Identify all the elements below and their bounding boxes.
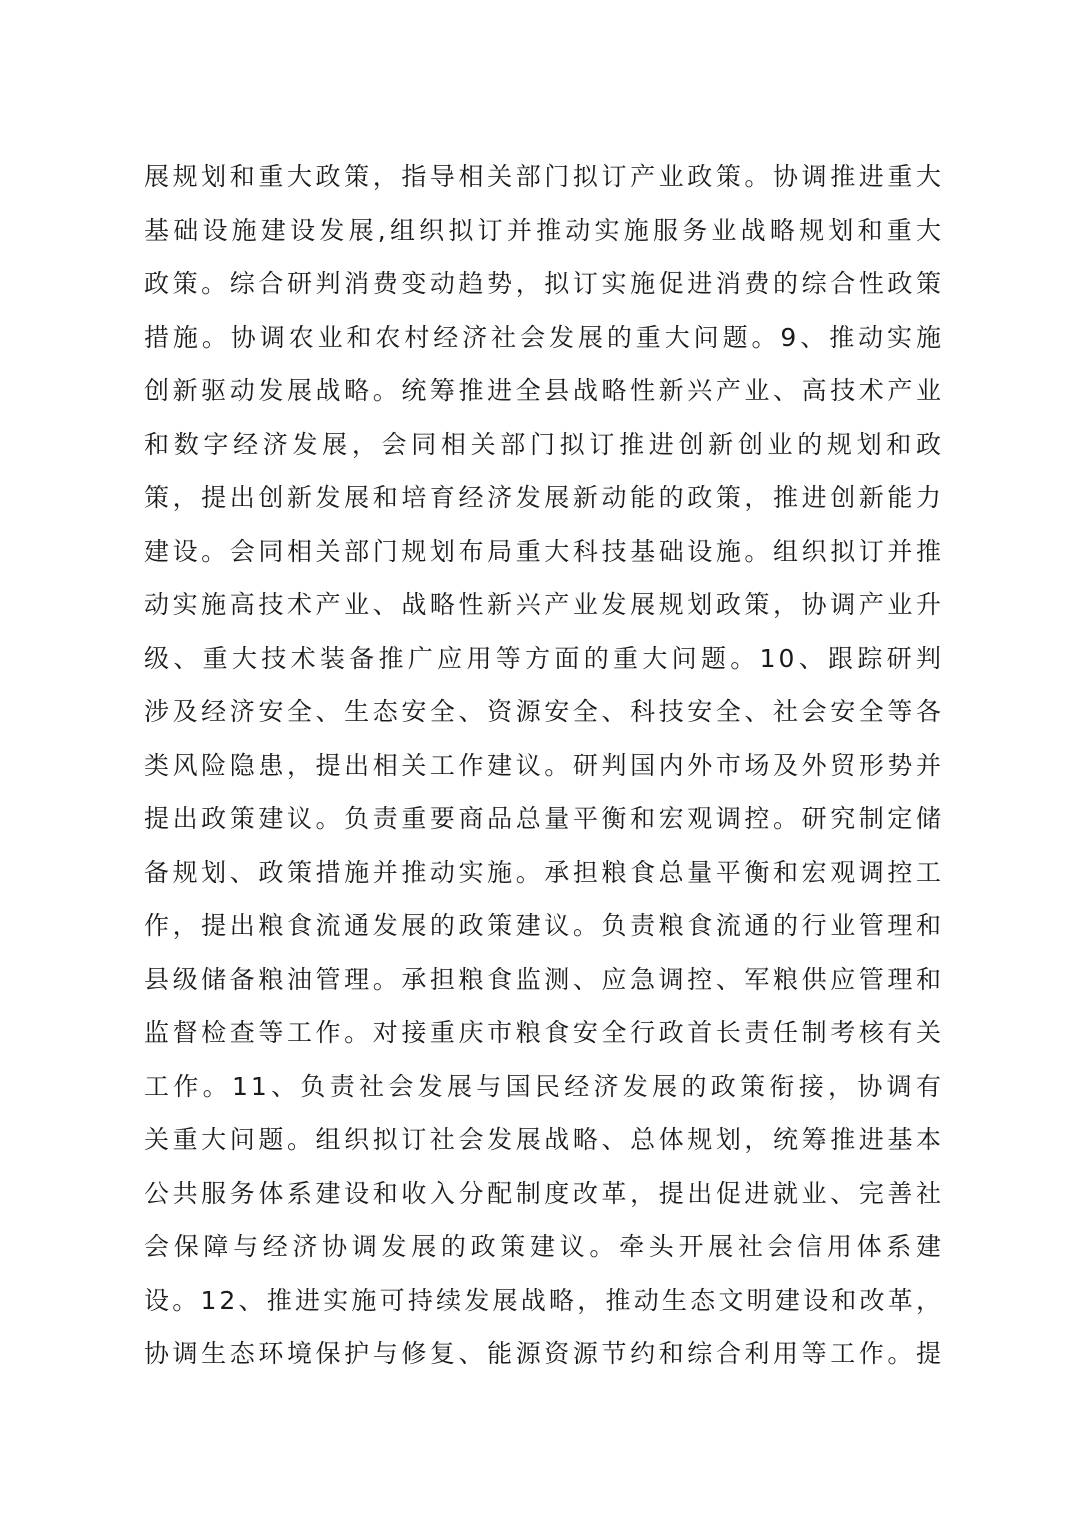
text-line: 备规划、政策措施并推动实施。承担粮食总量平衡和宏观调控工 xyxy=(144,857,944,887)
text-line: 协调生态环境保护与修复、能源资源节约和综合利用等工作。提 xyxy=(144,1339,944,1368)
text-line: 级、重大技术装备推广应用等方面的重大问题。10、跟踪研判 xyxy=(144,643,944,673)
text-line: 建设。会同相关部门规划布局重大科技基础设施。组织拟订并推 xyxy=(144,536,944,566)
text-line: 作，提出粮食流通发展的政策建议。负责粮食流通的行业管理和 xyxy=(144,911,944,940)
text-line: 县级储备粮油管理。承担粮食监测、应急调控、军粮供应管理和 xyxy=(144,964,944,994)
text-line: 创新驱动发展战略。统筹推进全县战略性新兴产业、高技术产业 xyxy=(144,376,944,405)
text-line: 政策。综合研判消费变动趋势，拟订实施促进消费的综合性政策 xyxy=(144,269,944,298)
text-line: 措施。协调农业和农村经济社会发展的重大问题。9、推动实施 xyxy=(144,322,944,352)
text-line: 监督检查等工作。对接重庆市粮食安全行政首长责任制考核有关 xyxy=(144,1018,944,1047)
text-line: 动实施高技术产业、战略性新兴产业发展规划政策，协调产业升 xyxy=(144,590,944,619)
text-line: 设。12、推进实施可持续发展战略，推动生态文明建设和改革， xyxy=(144,1285,944,1315)
text-line: 展规划和重大政策，指导相关部门拟订产业政策。协调推进重大 xyxy=(144,162,944,191)
text-line: 涉及经济安全、生态安全、资源安全、科技安全、社会安全等各 xyxy=(144,697,944,726)
text-line: 工作。11、负责社会发展与国民经济发展的政策衔接，协调有 xyxy=(144,1071,944,1101)
body-text xyxy=(144,150,944,1381)
text-line: 类风险隐患，提出相关工作建议。研判国内外市场及外贸形势并 xyxy=(144,750,944,780)
text-line: 策，提出创新发展和培育经济发展新动能的政策，推进创新能力 xyxy=(144,483,944,512)
text-line: 基础设施建设发展,组织拟订并推动实施服务业战略规划和重大 xyxy=(144,215,944,245)
text-line: 提出政策建议。负责重要商品总量平衡和宏观调控。研究制定储 xyxy=(144,804,944,833)
text-line: 关重大问题。组织拟订社会发展战略、总体规划，统筹推进基本 xyxy=(144,1125,944,1154)
text-line: 公共服务体系建设和收入分配制度改革，提出促进就业、完善社 xyxy=(144,1178,944,1208)
text-line: 会保障与经济协调发展的政策建议。牵头开展社会信用体系建 xyxy=(144,1232,944,1261)
text-line: 和数字经济发展，会同相关部门拟订推进创新创业的规划和政 xyxy=(144,429,944,459)
